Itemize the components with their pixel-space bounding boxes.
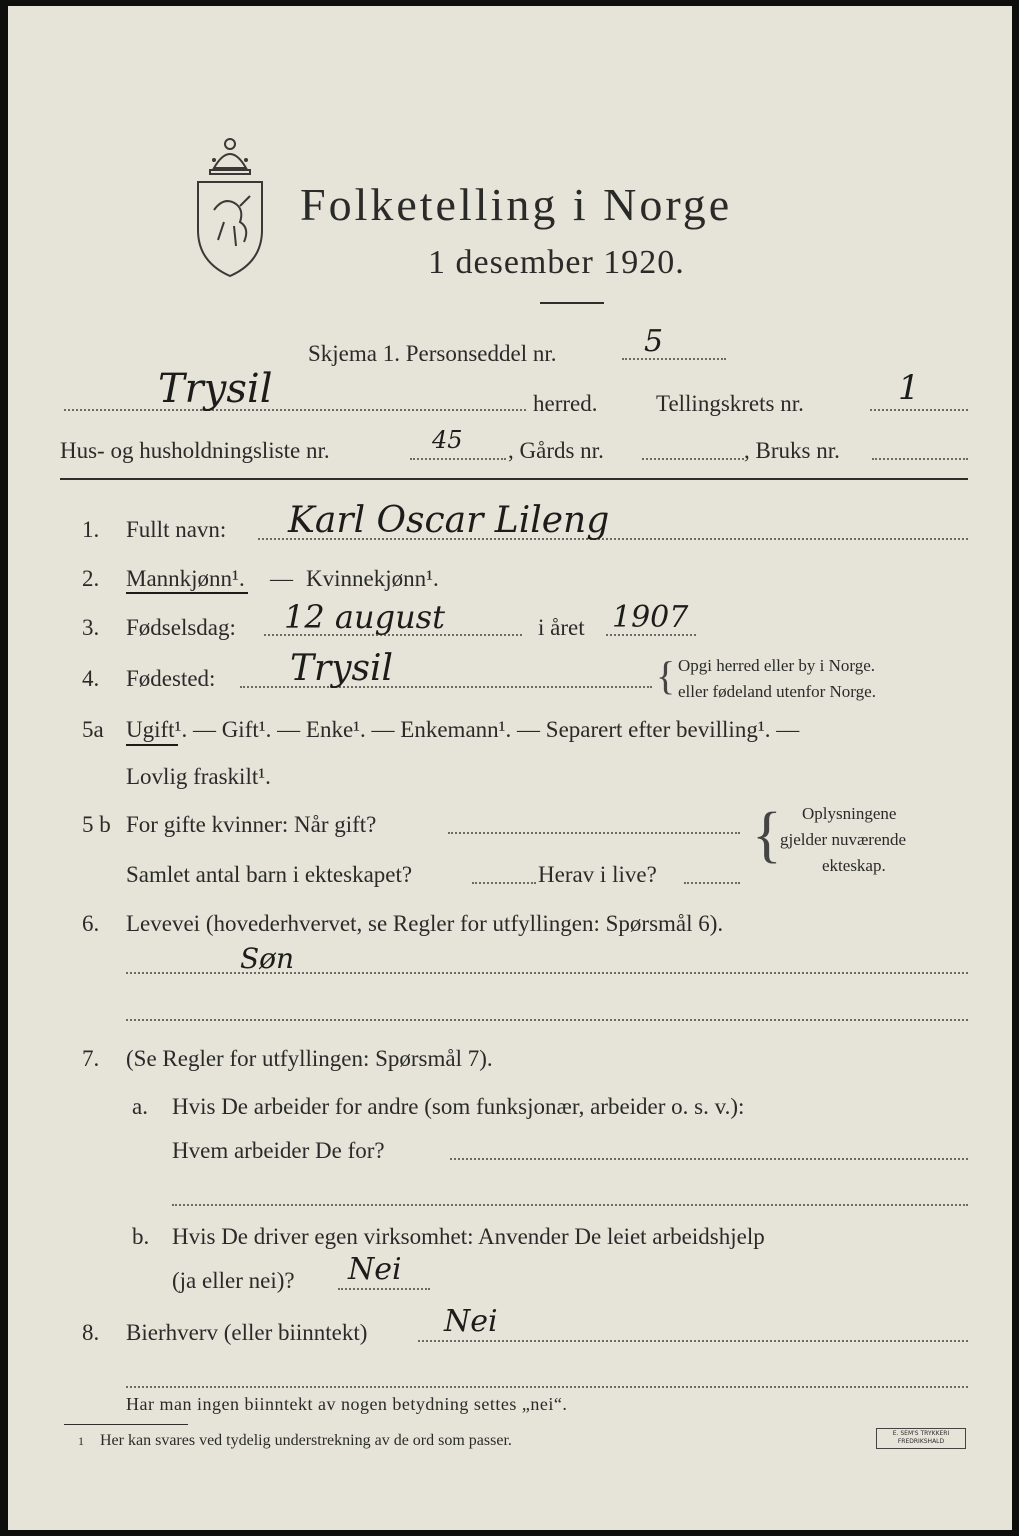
q4-label: Fødested: — [126, 666, 216, 691]
q2-male-option: Mannkjønn¹. — [126, 566, 245, 591]
q5a-options-line2: Lovlig fraskilt¹. — [126, 764, 271, 789]
coat-of-arms-icon — [184, 130, 276, 280]
q6-extra-line — [126, 1019, 968, 1021]
printer-stamp-line2: FREDRIKSHALD — [897, 1438, 945, 1445]
q8-number: 8. — [82, 1320, 100, 1345]
q5a-number: 5a — [82, 717, 104, 742]
gards-value-line — [642, 458, 744, 460]
biinntekt-note: Har man ingen biinntekt av nogen betydning settes „nei“. — [126, 1394, 568, 1414]
q2-number: 2. — [82, 566, 100, 591]
q2-male-underline — [126, 592, 248, 594]
q3-year-value: 1907 — [612, 600, 689, 635]
q3-date-value: 12 august — [284, 598, 445, 636]
q7a-extra-line — [172, 1204, 968, 1206]
q5a-ugift-underline — [126, 744, 178, 746]
q7a-letter: a. — [132, 1094, 148, 1119]
q1-value: Karl Oscar Lileng — [288, 500, 610, 541]
q7b-value: Nei — [348, 1252, 402, 1287]
q7b-letter: b. — [132, 1224, 150, 1249]
q2-female-option: Kvinnekjønn¹. — [306, 566, 439, 591]
q4-number: 4. — [82, 666, 100, 691]
q5b-note-brace: { — [752, 801, 782, 869]
tellingskrets-value-line — [870, 409, 968, 411]
q8-value: Nei — [444, 1304, 498, 1339]
gards-label: , Gårds nr. — [508, 438, 604, 463]
skjema-value-line — [622, 358, 726, 360]
q5b-children-line — [472, 882, 536, 884]
herred-label: herred. — [533, 391, 598, 416]
form-date: 1 desember 1920. — [428, 244, 685, 281]
footnote-rule — [64, 1424, 188, 1425]
q8-extra-line — [126, 1386, 968, 1388]
q5b-living-label: Herav i live? — [538, 862, 657, 887]
tellingskrets-value: 1 — [898, 368, 920, 408]
herred-value: Trysil — [158, 366, 273, 412]
bruks-label: , Bruks nr. — [744, 438, 840, 463]
skjema-value: 5 — [644, 324, 664, 359]
header-rule — [60, 478, 968, 480]
q7a-line1: Hvis De arbeider for andre (som funksjonær, arbeider o. s. v.): — [172, 1094, 745, 1119]
q4-value: Trysil — [290, 648, 394, 689]
q7a-line2: Hvem arbeider De for? — [172, 1138, 385, 1163]
census-form-sheet — [8, 6, 1012, 1530]
q6-number: 6. — [82, 911, 100, 936]
husholdningsliste-label: Hus- og husholdningsliste nr. — [60, 438, 330, 463]
title-divider — [540, 302, 604, 304]
husholdningsliste-value: 45 — [432, 426, 463, 454]
q2-separator: — — [270, 566, 293, 591]
q5b-note-line1: Oplysningene — [802, 804, 897, 823]
q4-note-line1: Opgi herred eller by i Norge. — [678, 656, 876, 675]
q3-year-label: i året — [538, 615, 585, 640]
q5a-options-line1: Ugift¹. — Gift¹. — Enke¹. — Enkemann¹. — Separert efter bevilling¹. — — [126, 717, 800, 742]
q1-label: Fullt navn: — [126, 517, 227, 542]
form-title: Folketelling i Norge — [300, 179, 733, 230]
q5b-when-married-label: For gifte kvinner: Når gift? — [126, 812, 377, 837]
q8-label: Bierhverv (eller biinntekt) — [126, 1320, 368, 1345]
skjema-label: Skjema 1. Personseddel nr. — [308, 341, 557, 366]
q7b-line1: Hvis De driver egen virksomhet: Anvender De leiet arbeidshjelp — [172, 1224, 765, 1249]
q1-number: 1. — [82, 517, 100, 542]
q6-value: Søn — [240, 942, 295, 975]
footnote-text: Her kan svares ved tydelig understrekning av de ord som passer. — [100, 1432, 512, 1449]
herred-value-line — [64, 409, 526, 411]
q3-label: Fødselsdag: — [126, 615, 236, 640]
husholdningsliste-value-line — [410, 458, 506, 460]
q5b-living-line — [684, 882, 740, 884]
footnote-mark: 1 — [78, 1434, 84, 1448]
q4-note-line2: eller fødeland utenfor Norge. — [678, 682, 876, 701]
printer-stamp-line1: E. SEM'S TRYKKERI — [892, 1430, 950, 1437]
q7b-line2: (ja eller nei)? — [172, 1268, 295, 1293]
q7b-value-line — [338, 1288, 430, 1290]
printer-stamp — [876, 1428, 966, 1449]
tellingskrets-label: Tellingskrets nr. — [656, 391, 804, 416]
q5b-number: 5 b — [82, 812, 111, 837]
q7-number: 7. — [82, 1046, 100, 1071]
q4-note-brace: { — [656, 653, 676, 698]
q5b-children-label: Samlet antal barn i ekteskapet? — [126, 862, 413, 887]
q3-number: 3. — [82, 615, 100, 640]
q7a-value-line — [450, 1158, 968, 1160]
q5b-note-line2: gjelder nuværende — [780, 830, 907, 849]
q7-label: (Se Regler for utfyllingen: Spørsmål 7). — [126, 1046, 493, 1071]
q8-value-line — [418, 1340, 968, 1342]
q5b-when-married-line — [448, 832, 740, 834]
q5b-note-line3: ekteskap. — [822, 856, 886, 875]
q6-label: Levevei (hovederhvervet, se Regler for utfyllingen: Spørsmål 6). — [126, 911, 724, 936]
bruks-value-line — [872, 458, 968, 460]
